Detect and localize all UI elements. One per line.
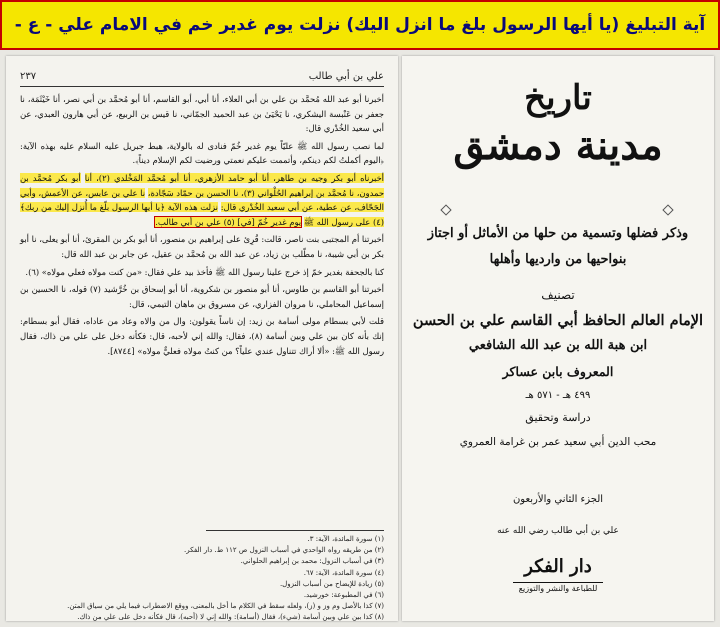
running-title: علي بن أبي طالب (308, 71, 384, 82)
footnote: (٢) من طريقه رواه الواحدي في أسباب النزول ص ١١٢ ط. دار الفكر. (184, 546, 384, 555)
author-known-as: المعروف بابن عساكر (502, 364, 614, 379)
paragraph: لما نصب رسول الله ﷺ عليّاً يوم غدير خُمّ فنادى له بالولاية، هبط جبريل عليه السلام عليه بهذه الآية: ﴿اليوم أكملتُ لكم دينكم، وأتممت عليكم نعمتي ورضيت لكم الإسلام ديناً﴾. (20, 140, 384, 166)
left-page (6, 56, 398, 621)
footnote-divider (206, 530, 384, 531)
footnote: (٧) كذا بالأصل وم وز و (ز)، ولعله سقط في الكلام ما أخل بالمعنى، ووقع الاضطراب فيما يلي من سياق المتن. (67, 602, 384, 611)
study-label: دراسة وتحقيق (525, 411, 591, 424)
page-body (20, 92, 384, 361)
paragraph: أخبرتنا أبو القاسم بن طاوس، أنا أبو منصور بن شكروية، أنا أبو إسحاق بن خُرَّشيد (٧) قوله، نا الحسين بن إسماعيل المحاملي، نا مروان الفزاري، عن مسروق بن ماهان التيمي، قال: (20, 284, 384, 309)
authored-by-label: تصنيف (541, 288, 575, 302)
book-title-line1: تاريخ (524, 78, 592, 118)
highlight-line: أخبرناه أبو بكر وجيه بن طاهر، أنا أبو حامد الأزهري، أنا أبو مُحمَّد المَخْلدي (٢)، أنا (84, 172, 384, 183)
page-number: ٢٣٧ (20, 71, 37, 82)
footnote: (٣) في أسباب النزول: محمد بن إبراهيم الحلواني. (240, 557, 384, 566)
volume-part: الجزء الثاني والأربعون (512, 494, 604, 505)
highlight-line: نا علي بن عابس، عن الأعمش، وأبي الجَحّاف، عن عطية، عن أبي سعيد الخُدْري قال: (20, 187, 384, 213)
highlight-line: أبو بكر مُحمَّد بن حمدون، نا مُحمَّد بن إبراهيم الحُلْواني (٣)، نا الحسن بن حمّاد سَجّادة، (20, 172, 385, 198)
author-name: الإمام العالم الحافظ أبي القاسم علي بن الحسن (412, 312, 704, 329)
highlighted-passage (20, 171, 384, 229)
ornament-icon (662, 204, 673, 215)
author-dates: ٤٩٩ هـ - ٥٧١ هـ (525, 390, 591, 401)
title-banner (0, 0, 720, 50)
volume-subject: علي بن أبي طالب رضي الله عنه (497, 526, 619, 536)
paragraph: أخبرنا أبو عبد الله مُحمَّد بن علي بن أبي العلاء، أنا أبي، أبو القاسم، أنا أبو مُحمَّد بن أبي نصر، أنا خَيْثَمَة، نا جعفر بن عَنْبسة اليشكري، نا يَحْيَىٰ بن عبد الحميد الجمّاني، نا قيس بن الربيع، عن أبي هارون العبدي، عن أبي سعيد الخُدْري قال: (20, 94, 384, 134)
paragraph: كنا بالجحفة بغدير خمّ إذ خرج علينا رسول الله ﷺ فأخذ بيد علي فقال: «من كنت مولاه فعلي مولاه» (٦). (25, 266, 384, 277)
footnote: (٦) في المطبوعة: خورشيد. (303, 591, 384, 600)
banner-text: آية التبليغ (يا أيها الرسول بلغ ما انزل اليك) نزلت يوم غدير خم في الامام علي - ع - (14, 15, 706, 35)
book-subtitle: وذكر فضلها وتسمية من حلها من الأماثل أو اجتاز (427, 226, 689, 241)
publisher-tagline: للطباعة والنشر والتوزيع (513, 582, 603, 593)
book-spread (0, 50, 720, 627)
author-name: ابن هبة الله بن عبد الله الشافعي (468, 338, 648, 353)
book-title-line2: مدينة دمشق (453, 122, 663, 169)
boxed-highlight: يوم غدير خُمّ [في] (٥) علي بن أبي طالب. (155, 216, 302, 227)
paragraph: أخبرتنا أم المجتبى بنت ناصر، قالت: قُرِئ على إبراهيم بن منصور، أنا أبو بكر بن المقرئ، أنا أبو يعلى، نا أبو بكر بن أبي شيبة، نا مطّلب بن زياد، عن عبد الله بن مُحمَّد بن عقيل، عن جابر بن عبد الله قال: (20, 234, 384, 259)
paragraph: قلت لأبي بسطام مولى أسامة بن زيد: إن ناساً يقولون: وال من والاه وعاد من عاداه، فقال أبو بسطام: إنك بأنه كان بين علي وبين أسامة (٨)، فقال: والله إني لأحبه، قال: فكأنه دخل على علي من ذاك، فقال رسول الله ﷺ: «ألا أراك تتناول عندي علياً؟ من كنتُ مولاه فعليٌّ مولاه» [٨٧٤٤]. (20, 316, 384, 356)
ornament-icon (440, 204, 451, 215)
footnote: (٥) زيادة للإيضاح من أسباب النزول. (279, 579, 384, 588)
publisher-logo (513, 556, 603, 596)
footnotes (20, 534, 384, 621)
footnote: (٤) سورة المائدة، الآية: ٦٧. (303, 568, 384, 577)
footnote: (١) سورة المائدة، الآية: ٣. (307, 535, 384, 543)
right-page (402, 56, 714, 621)
highlight-line: نزلت هذه الآية ﴿يا أيها الرسول بلّغ ما أُنزل إليك من ربك﴾ (٤) على رسول الله ﷺ (20, 202, 384, 227)
publisher-name: دار الفكر (524, 556, 592, 577)
book-subtitle: بنواحيها من وارديها وأهلها (489, 252, 627, 267)
page-header (20, 70, 384, 87)
footnote: (٨) كذا بين علي وبين أسامة (شيء)، فقال (أسامة): والله إني لا (أحبه)، قال فكأنه دخل على علي من ذاك. (77, 613, 384, 621)
editor-name: محب الدين أبي سعيد عمر بن غرامة العمروي (459, 436, 657, 448)
